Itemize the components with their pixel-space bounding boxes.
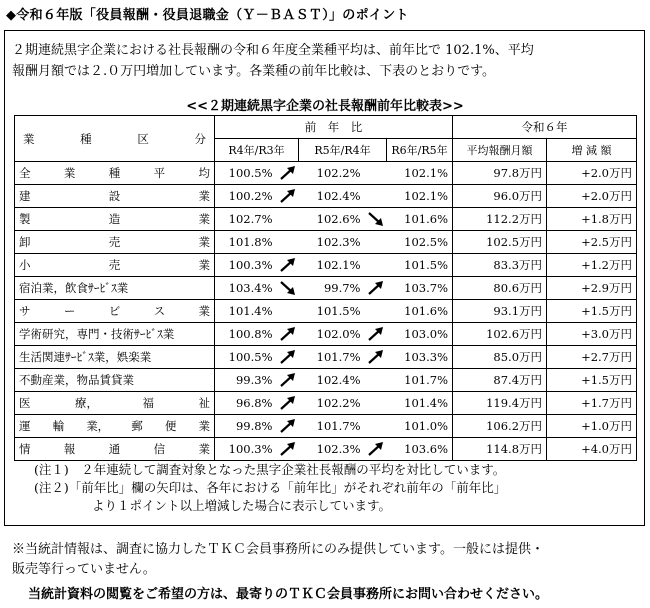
salary-change: +4.0万円 (547, 438, 637, 461)
table-row (15, 438, 637, 461)
arrow-up-right-icon (278, 441, 298, 457)
ratio-r5-r4: 102.4% (299, 369, 365, 392)
change-header: 増 減 額 (547, 139, 637, 162)
salary-change: +1.2万円 (547, 254, 637, 277)
industry-label-part: ス (153, 304, 166, 318)
industry-label-part: 業 (198, 419, 210, 433)
trend-arrow-cell (365, 277, 387, 300)
industry-label-part: 業 (198, 235, 210, 249)
arrow-up-right-icon (278, 372, 298, 388)
arrow-up-right-icon (366, 326, 386, 342)
table-row (15, 231, 637, 254)
ratio-r5-r4: 102.3% (299, 438, 365, 461)
avg-monthly-salary: 93.1万円 (453, 300, 547, 323)
ratio-r4-r3: 102.7% (215, 208, 277, 231)
page-heading: ◆令和６年版「役員報酬・役員退職金（Ｙ－ＢＡＳＴ）」のポイント (6, 8, 409, 23)
salary-change: +1.8万円 (547, 208, 637, 231)
industry-label-part: 業 (198, 258, 210, 272)
trend-arrow-cell (277, 208, 299, 231)
r6-r5-header: R6年/R5年 (387, 139, 453, 162)
avg-monthly-salary: 112.2万円 (453, 208, 547, 231)
avg-monthly-salary: 119.4万円 (453, 392, 547, 415)
notes (34, 461, 506, 515)
arrow-up-right-icon (278, 257, 298, 273)
arrow-up-right-icon (278, 165, 298, 181)
trend-arrow-cell (365, 231, 387, 254)
table-row (15, 415, 637, 438)
arrow-up-right-icon (366, 280, 386, 296)
industry-header-char: 業 (23, 131, 35, 146)
trend-arrow-cell (277, 277, 299, 300)
salary-change: +2.0万円 (547, 185, 637, 208)
avg-monthly-salary: 114.8万円 (453, 438, 547, 461)
arrow-up-right-icon (278, 349, 298, 365)
trend-arrow-cell (277, 392, 299, 415)
ratio-r6-r5: 101.5% (387, 254, 453, 277)
ratio-r6-r5: 101.6% (387, 208, 453, 231)
trend-arrow-cell (277, 369, 299, 392)
arrow-up-right-icon (366, 349, 386, 365)
note-1: (注１) ２年連続して調査対象となった黒字企業社長報酬の平均を対比しています。 (34, 462, 506, 477)
industry-label-part: 業 (198, 442, 210, 456)
trend-arrow-cell (277, 415, 299, 438)
industry-label-part: 輸 (52, 419, 65, 433)
prev-year-group-header: 前 年 比 (215, 116, 453, 139)
industry-label-part: 卸 (19, 235, 31, 249)
intro-line-2: 報酬月額では２.０万円増加しています。各業種の前年比較は、下表のとおりです。 (12, 64, 496, 79)
ratio-r4-r3: 101.8% (215, 231, 277, 254)
salary-comparison-table (14, 115, 637, 461)
trend-arrow-cell (365, 185, 387, 208)
avg-monthly-header: 平均報酬月額 (453, 139, 547, 162)
industry-label (15, 392, 215, 415)
industry-label (15, 346, 215, 369)
arrow-up-right-icon (278, 395, 298, 411)
ratio-r4-r3: 100.5% (215, 162, 277, 185)
ratio-r4-r3: 99.3% (215, 369, 277, 392)
avg-monthly-salary: 87.4万円 (453, 369, 547, 392)
table-row (15, 346, 637, 369)
industry-label-part: 平 (153, 166, 166, 180)
trend-arrow-cell (277, 162, 299, 185)
table-row (15, 369, 637, 392)
industry-label (15, 300, 215, 323)
arrow-up-right-icon (278, 188, 298, 204)
industry-label-part: 運 (19, 419, 31, 433)
ratio-r5-r4: 102.0% (299, 323, 365, 346)
note-2: (注２)「前年比」欄の矢印は、各年における「前年比」がそれぞれ前年の「前年比」 (34, 480, 507, 495)
industry-label (15, 162, 215, 185)
arrow-down-right-icon (278, 280, 298, 296)
industry-label-part: 業 (198, 212, 210, 226)
table-row (15, 277, 637, 300)
trend-arrow-cell (277, 185, 299, 208)
r4-r3-header: R4年/R3年 (215, 139, 299, 162)
industry-label-part: 通 (108, 442, 121, 456)
footer-disclaimer (12, 540, 642, 580)
ratio-r4-r3: 96.8% (215, 392, 277, 415)
industry-label-part: 療， (75, 396, 98, 410)
salary-change: +2.5万円 (547, 231, 637, 254)
arrow-up-right-icon (278, 326, 298, 342)
industry-label-part: 学術研究，専門・技術ｻｰﾋﾞｽ業 (19, 327, 175, 341)
industry-label-part: ビ (108, 304, 121, 318)
trend-arrow-cell (365, 369, 387, 392)
salary-change: +2.0万円 (547, 162, 637, 185)
industry-header-char: 区 (137, 131, 149, 146)
industry-label-part: 報 (63, 442, 76, 456)
avg-monthly-salary: 102.5万円 (453, 231, 547, 254)
trend-arrow-cell (365, 392, 387, 415)
avg-monthly-salary: 106.2万円 (453, 415, 547, 438)
table-title: <<２期連続黒字企業の社長報酬前年比較表>> (186, 99, 464, 114)
table-row (15, 162, 637, 185)
ratio-r6-r5: 101.0% (387, 415, 453, 438)
industry-header-char: 分 (194, 131, 206, 146)
trend-arrow-cell (365, 208, 387, 231)
industry-label (15, 254, 215, 277)
table-row (15, 254, 637, 277)
industry-label-part: 便 (164, 419, 177, 433)
trend-arrow-cell (365, 438, 387, 461)
industry-label (15, 415, 215, 438)
ratio-r4-r3: 100.8% (215, 323, 277, 346)
industry-label-part: 郵 (131, 419, 143, 433)
industry-label-part: 業 (198, 189, 210, 203)
ratio-r6-r5: 103.3% (387, 346, 453, 369)
salary-change: +2.7万円 (547, 346, 637, 369)
footer-line-2: 販売等行っていません。 (12, 562, 156, 577)
ratio-r6-r5: 103.0% (387, 323, 453, 346)
ratio-r5-r4: 102.1% (299, 254, 365, 277)
industry-label-part: 生活関連ｻｰﾋﾞｽ業，娯楽業 (19, 350, 152, 364)
footer-contact-note: 当統計資料の閲覧をご希望の方は、最寄りのＴＫＣ会員事務所にお問い合わせください。 (28, 587, 549, 602)
footer-line-1: ※当統計情報は、調査に協力したＴＫＣ会員事務所にのみ提供しています。一般には提供・ (12, 542, 544, 557)
industry-label-part: 小 (19, 258, 31, 272)
ratio-r6-r5: 102.1% (387, 185, 453, 208)
trend-arrow-cell (365, 323, 387, 346)
ratio-r6-r5: 101.4% (387, 392, 453, 415)
industry-label-part: 医 (19, 396, 31, 410)
industry-header-char: 種 (80, 131, 92, 146)
industry-label-part: 業 (63, 166, 76, 180)
industry-label-part: 売 (108, 235, 121, 249)
trend-arrow-cell (277, 323, 299, 346)
ratio-r5-r4: 102.6% (299, 208, 365, 231)
industry-label-part: 種 (108, 166, 121, 180)
industry-label-part: 不動産業，物品賃貸業 (19, 373, 134, 387)
industry-label (15, 185, 215, 208)
salary-change: +1.5万円 (547, 300, 637, 323)
trend-arrow-cell (365, 346, 387, 369)
trend-arrow-cell (365, 162, 387, 185)
ratio-r4-r3: 101.4% (215, 300, 277, 323)
table-row (15, 392, 637, 415)
salary-change: +3.0万円 (547, 323, 637, 346)
ratio-r4-r3: 100.3% (215, 254, 277, 277)
industry-label-part: 造 (108, 212, 121, 226)
industry-label (15, 231, 215, 254)
ratio-r5-r4: 101.7% (299, 346, 365, 369)
ratio-r6-r5: 102.1% (387, 162, 453, 185)
avg-monthly-salary: 102.6万円 (453, 323, 547, 346)
avg-monthly-salary: 97.8万円 (453, 162, 547, 185)
arrow-up-right-icon (278, 418, 298, 434)
ratio-r5-r4: 102.3% (299, 231, 365, 254)
industry-label-part: サ (19, 304, 31, 318)
ratio-r5-r4: 99.7% (299, 277, 365, 300)
industry-label-part: 業 (198, 304, 210, 318)
avg-monthly-salary: 83.3万円 (453, 254, 547, 277)
industry-label-part: ー (63, 304, 76, 318)
ratio-r4-r3: 100.3% (215, 438, 277, 461)
ratio-r6-r5: 101.6% (387, 300, 453, 323)
avg-monthly-salary: 85.0万円 (453, 346, 547, 369)
current-year-group-header: 令和６年 (453, 116, 637, 139)
industry-label-part: 均 (198, 166, 210, 180)
ratio-r4-r3: 99.8% (215, 415, 277, 438)
arrow-up-right-icon (366, 441, 386, 457)
trend-arrow-cell (277, 346, 299, 369)
industry-label-part: 福 (142, 396, 154, 410)
industry-label-part: 製 (19, 212, 31, 226)
trend-arrow-cell (365, 254, 387, 277)
ratio-r5-r4: 101.7% (299, 415, 365, 438)
industry-label-part: 信 (153, 442, 166, 456)
intro-text (12, 40, 640, 82)
ratio-r4-r3: 103.4% (215, 277, 277, 300)
industry-label-part: 設 (108, 189, 121, 203)
ratio-r6-r5: 103.6% (387, 438, 453, 461)
industry-label-part: 祉 (198, 396, 210, 410)
avg-monthly-salary: 80.6万円 (453, 277, 547, 300)
industry-label (15, 438, 215, 461)
note-2-continued: より１ポイント以上増減した場合に表示しています。 (92, 498, 392, 513)
industry-label-part: 情 (19, 442, 31, 456)
industry-label (15, 277, 215, 300)
industry-label-part: 業， (86, 419, 110, 433)
industry-label-part: 建 (19, 189, 31, 203)
industry-label (15, 208, 215, 231)
ratio-r5-r4: 102.4% (299, 185, 365, 208)
table-row (15, 208, 637, 231)
trend-arrow-cell (277, 231, 299, 254)
table-row (15, 300, 637, 323)
industry-label (15, 369, 215, 392)
salary-change: +1.7万円 (547, 392, 637, 415)
r5-r4-header: R5年/R4年 (299, 139, 387, 162)
salary-change: +1.5万円 (547, 369, 637, 392)
salary-change: +2.9万円 (547, 277, 637, 300)
ratio-r6-r5: 101.7% (387, 369, 453, 392)
industry-label-part: 宿泊業，飲食ｻｰﾋﾞｽ業 (19, 281, 129, 295)
industry-label-part: 売 (108, 258, 121, 272)
trend-arrow-cell (365, 415, 387, 438)
arrow-down-right-icon (366, 211, 386, 227)
industry-label (15, 323, 215, 346)
trend-arrow-cell (277, 254, 299, 277)
ratio-r6-r5: 102.5% (387, 231, 453, 254)
trend-arrow-cell (277, 300, 299, 323)
industry-label-part: 全 (19, 166, 31, 180)
industry-header (15, 116, 215, 162)
intro-line-1: ２期連続黒字企業における社長報酬の令和６年度全業種平均は、前年比で 102.1%、平均 (12, 43, 534, 58)
ratio-r5-r4: 102.2% (299, 392, 365, 415)
ratio-r5-r4: 102.2% (299, 162, 365, 185)
avg-monthly-salary: 96.0万円 (453, 185, 547, 208)
salary-change: +1.0万円 (547, 415, 637, 438)
ratio-r6-r5: 103.7% (387, 277, 453, 300)
ratio-r4-r3: 100.5% (215, 346, 277, 369)
ratio-r4-r3: 100.2% (215, 185, 277, 208)
table-row (15, 323, 637, 346)
ratio-r5-r4: 101.5% (299, 300, 365, 323)
trend-arrow-cell (365, 300, 387, 323)
table-row (15, 185, 637, 208)
trend-arrow-cell (277, 438, 299, 461)
